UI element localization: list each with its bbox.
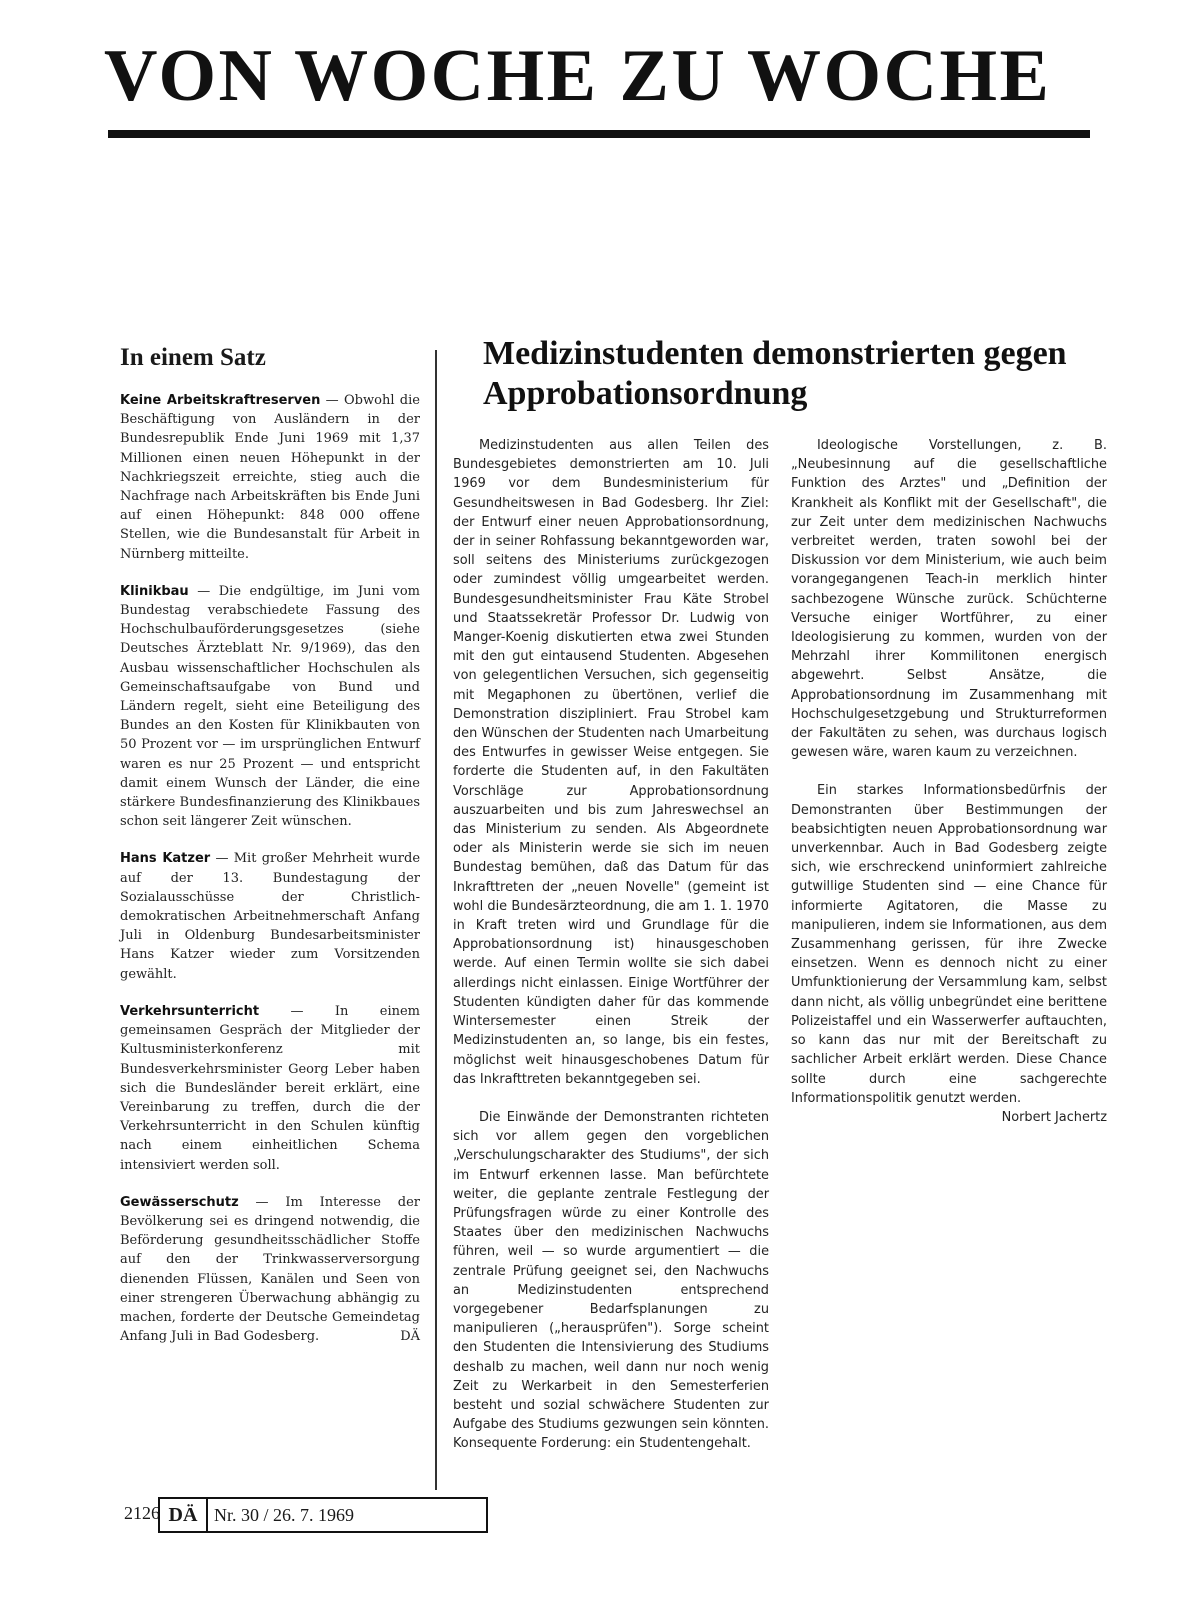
journal-logo: DÄ [160, 1499, 208, 1531]
issue-box [158, 1497, 488, 1533]
news-item-text: — In einem gemeinsamen Gespräch der Mitglieder der Kultusministerkonferenz mit Bundesverkehrsminister Georg Leber haben sich die Bundesländer bereit erklärt, eine Vereinbarung zu treffen, durch die der Verkehrsunterricht in den Schulen künftig nach einem einheitlichen Schema intensiviert werden soll. [120, 1003, 420, 1173]
article-author: Norbert Jachertz [1001, 1109, 1107, 1125]
news-item-text: — Obwohl die Beschäftigung von Ausländern in der Bundesrepublik Ende Juni 1969 mit 1,37 Millionen einen neuen Höhepunkt in der Nachkriegszeit erreichte, stieg auch die Nachfrage nach Arbeitskräften bis Ende Juni auf einen Höhepunkt: 848 000 offene Stellen, wie die Bundesanstalt für Arbeit in Nürnberg mitteilte. [120, 393, 420, 562]
news-item-keyword: Gewässerschutz [120, 1194, 239, 1210]
news-item-text: — Mit großer Mehrheit wurde auf der 13. Bundestagung der Sozialausschüsse der Christlich-demokratischen Arbeitnehmerschaft Anfang Juli in Oldenburg Bundesarbeitsminister Hans Katzer wieder zum Vorsitzenden gewählt. [120, 851, 421, 982]
news-item-text: — Im Interesse der Bevölkerung sei es dringend notwendig, die Beförderung gesundheitsschädlicher Stoffe auf den der Trinkwasserversorgung dienenden Flüssen, Kanälen und Seen von einer strengeren Überwachung abhängig zu machen, forderte der Deutsche Gemeindetag Anfang Juli in Bad Godesberg. [120, 1194, 420, 1345]
article-paragraph: Die Einwände der Demonstranten richteten sich vor allem gegen den vorgeblichen „Verschulungscharakter des Studiums", der sich im Entwurf erkennen lasse. Man befürchtete weiter, die geplante zentrale Festlegung der Prüfungsfragen würde zu einer Kontrolle des Staates über den medizinischen Nachwuchs führen, weil — so wurde argumentiert — die zentrale Prüfung geeignet sei, den Nachwuchs an Medizinstudenten entsprechend vorgegebener Bedarfsplanungen zu manipulieren („herausprüfen"). Sorge scheint den Studenten die Intensivierung des Studiums deshalb zu machen, weil dann nur noch wenig Zeit zu Werkarbeit in den Semesterferien besteht und sozial schwächere Studenten zur Aufgabe des Studiums gezwungen sein könnten. Konsequente Forderung: ein Studentengehalt. [453, 1109, 769, 1452]
article-paragraph: Ideologische Vorstellungen, z. B. „Neubesinnung auf die gesellschaftliche Funktion des Arztes" und „Definition der Krankheit als Konflikt mit der Gesellschaft", die zur Zeit unter dem medizinischen Nachwuchs verbreitet werden, traten sowohl bei der Diskussion vor dem Ministerium, wie auch beim vorangegangenen Teach-in merklich hinter sachbezogene Wünsche zurück. Schüchterne Versuche einiger Wortführer, zu einer Ideologisierung zu kommen, wurden von der Mehrzahl ihrer Kommilitonen energisch abgewehrt. Selbst Ansätze, die Approbationsordnung im Zusammenhang mit Hochschulgesetzgebung und Strukturreformen der Fakultäten zu sehen, was durchaus logisch gewesen wäre, waren kaum zu verzeichnen. [791, 438, 1107, 761]
news-item-keyword: Verkehrsunterricht [120, 1003, 260, 1019]
column-divider [435, 350, 437, 1490]
article-paragraph-text: Ein starkes Informationsbedürfnis der Demonstranten über Bestimmungen der beabsichtigten neuen Approbationsordnung war unverkennbar. Auch in Bad Godesberg zeigte sich, wie erschreckend uninformiert zahlreiche gutwillige Studenten sind — eine Chance für informierte Agitatoren, die Masse zu manipulieren, indem sie Informationen, aus dem Zusammenhang gerissen, für ihre Zwecke einsetzen. Wenn es dennoch nicht zu einer Umfunktionierung der Versammlung kam, selbst dann nicht, als völlig unbegründet eine berittene Polizeistaffel und ein Wasserwerfer auftauchten, so kann das nur mit der Bereitschaft zu sachlicher Arbeit erklärt werden. Diese Chance sollte durch eine sachgerechte Informationspolitik genutzt werden. [791, 783, 1107, 1106]
sidebar-column [120, 343, 420, 1364]
issue-label: Nr. 30 / 26. 7. 1969 [214, 1504, 355, 1525]
masthead-rule [108, 130, 1090, 138]
news-item [120, 391, 420, 564]
news-item [120, 582, 420, 832]
news-item [120, 1193, 420, 1347]
news-item-text: — Die endgültige, im Juni vom Bundestag verabschiedete Fassung des Hochschulbauförderungsgesetzes (siehe Deutsches Ärzteblatt Nr. 9/1969), das den Ausbau wissenschaftlicher Hochschulen als Gemeinschaftsaufgabe von Bund und Ländern regelt, sieht eine Beteiligung des Bundes an den Kosten für Klinikbauten von 50 Prozent vor — im ursprünglichen Entwurf waren es nur 25 Prozent — und entspricht damit einem Wunsch der Länder, die eine stärkere Bundesfinanzierung des Klinikbaues schon seit längerer Zeit wünschen. [120, 583, 420, 830]
article-paragraph-final [791, 781, 1107, 1125]
article-paragraph: Medizinstudenten aus allen Teilen des Bundesgebietes demonstrierten am 10. Juli 1969 vor dem Bundesministerium für Gesundheitswesen in Bad Godesberg. Ihr Ziel: der Entwurf einer neuen Approbationsordnung, der in seiner Rohfassung bekanntgeworden war, soll seitens des Ministeriums zurückgezogen oder zumindest völlig umgearbeitet werden. Bundesgesundheitsminister Frau Käte Strobel und Staatssekretär Professor Dr. Ludwig von Manger-Koenig diskutierten etwa zwei Stunden mit den gut eintausend Studenten. Abgesehen von gelegentlichen Versuchen, sich gegenseitig mit Megaphonen zu übertönen, verlief die Demonstration diszipliniert. Frau Strobel kam den Wünschen der Studenten nach Umarbeitung des Entwurfes in gewisser Weise entgegen. Sie forderte die Studenten auf, in den Fakultäten Vorschläge zur Approbationsordnung auszuarbeiten und bis zum Jahreswechsel an das Ministerium zu senden. Als Abgeordnete oder als Ministerin werde sie sich im neuen Bundestag bemühen, daß das Datum für das Inkrafttreten der „neuen Novelle" (gemeint ist wohl die Bundesärzteordnung, die am 1. 1. 1970 in Kraft treten wird und Grundlage für die Approbationsordnung ist) hinausgeschoben werde. Auf einen Termin wollte sie sich dabei allerdings nicht einlassen. Einige Wortführer der Studenten kündigten daher für das kommende Wintersemester einen Streik der Medizinstudenten an, so lange, bis ein festes, möglichst weit hinausgeschobenes Datum für das Inkrafttreten bekanntgegeben sei. [453, 438, 769, 1087]
news-item [120, 849, 420, 983]
masthead-title: VON WOCHE ZU WOCHE [104, 35, 1052, 117]
news-item-keyword: Keine Arbeitskraftreserven [120, 393, 321, 408]
news-item-signature: DÄ [400, 1329, 420, 1345]
news-item [120, 1002, 420, 1175]
news-item-keyword: Hans Katzer [120, 851, 211, 867]
news-item-keyword: Klinikbau [120, 583, 189, 599]
article-title: Medizinstudenten demonstrierten gegen Approbationsordnung [483, 335, 1067, 412]
sidebar-title: In einem Satz [120, 344, 266, 371]
page-number: 2126 [124, 1503, 160, 1523]
article-body [453, 436, 1107, 1484]
